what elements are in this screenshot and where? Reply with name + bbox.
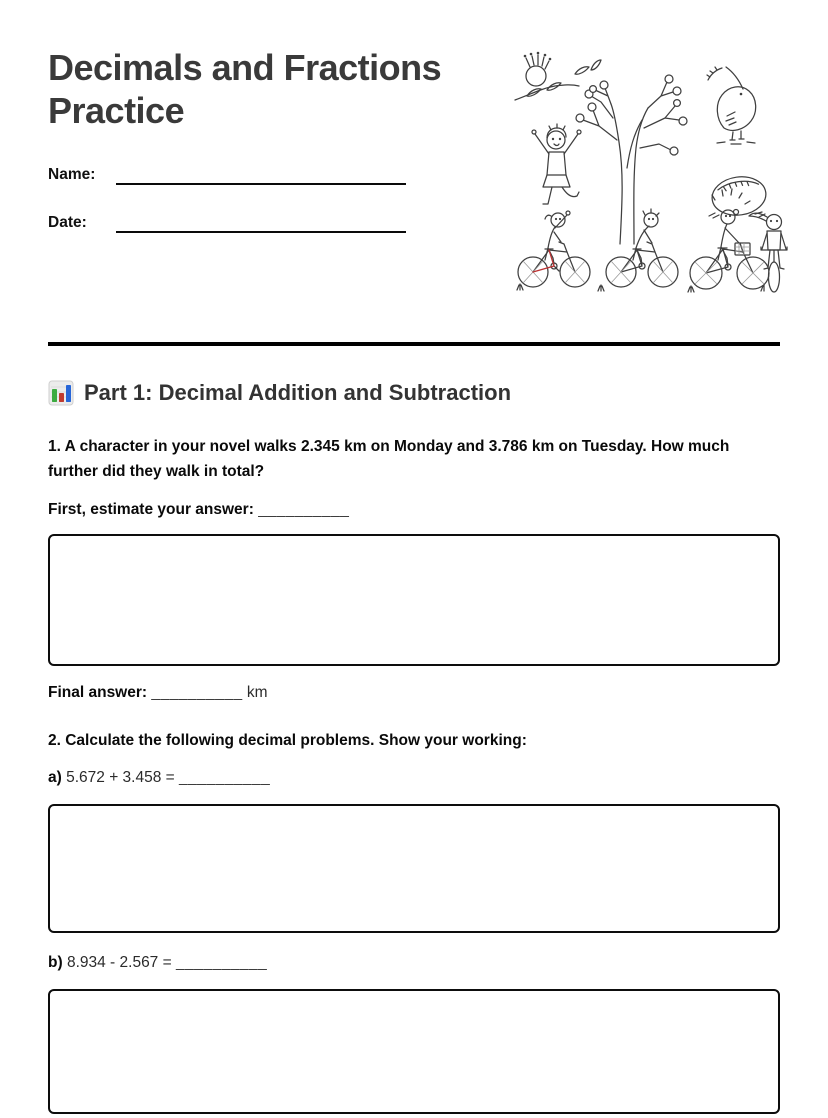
work-area-question-1 xyxy=(48,534,780,666)
bar-chart-icon xyxy=(48,380,74,406)
date-write-line xyxy=(116,213,406,233)
question-2b-row xyxy=(48,953,780,973)
date-label: Date: xyxy=(48,214,87,231)
name-label: Name: xyxy=(48,166,96,183)
section-divider xyxy=(48,342,780,346)
header-illustration xyxy=(503,44,790,301)
question-2a-row xyxy=(48,768,780,788)
part1-heading xyxy=(48,378,780,408)
question-2a-label: a) xyxy=(48,769,62,786)
question-2a-expression: 5.672 + 3.458 = xyxy=(66,769,175,786)
final-answer-row xyxy=(48,683,780,703)
question-2b-expression: 8.934 - 2.567 = xyxy=(66,954,172,971)
final-answer-unit: km xyxy=(246,684,268,701)
question-2b-blank-line: __________ xyxy=(175,954,268,971)
work-area-question-2a xyxy=(48,804,780,933)
question-2b-label: b) xyxy=(48,954,63,971)
part1-heading-text: Part 1: Decimal Addition and Subtraction xyxy=(84,380,512,405)
estimate-blank-line: __________ xyxy=(258,501,350,518)
estimate-label: First, estimate your answer: xyxy=(48,501,254,518)
question-1-text: 1. A character in your novel walks 2.345 km on Monday and 3.786 km on Tuesday. How much further did they walk in total? xyxy=(48,438,730,480)
name-write-line xyxy=(116,165,406,185)
final-answer-label: Final answer: xyxy=(48,684,148,701)
page-title: Decimals and Fractions Practice xyxy=(48,47,442,131)
worksheet-header xyxy=(48,0,780,232)
question-2a-blank-line: __________ xyxy=(179,769,271,786)
estimate-row xyxy=(48,500,780,520)
question-2-text: 2. Calculate the following decimal problems. Show your working: xyxy=(48,732,527,749)
work-area-question-2b xyxy=(48,989,780,1114)
final-answer-blank-line: __________ xyxy=(151,684,243,701)
